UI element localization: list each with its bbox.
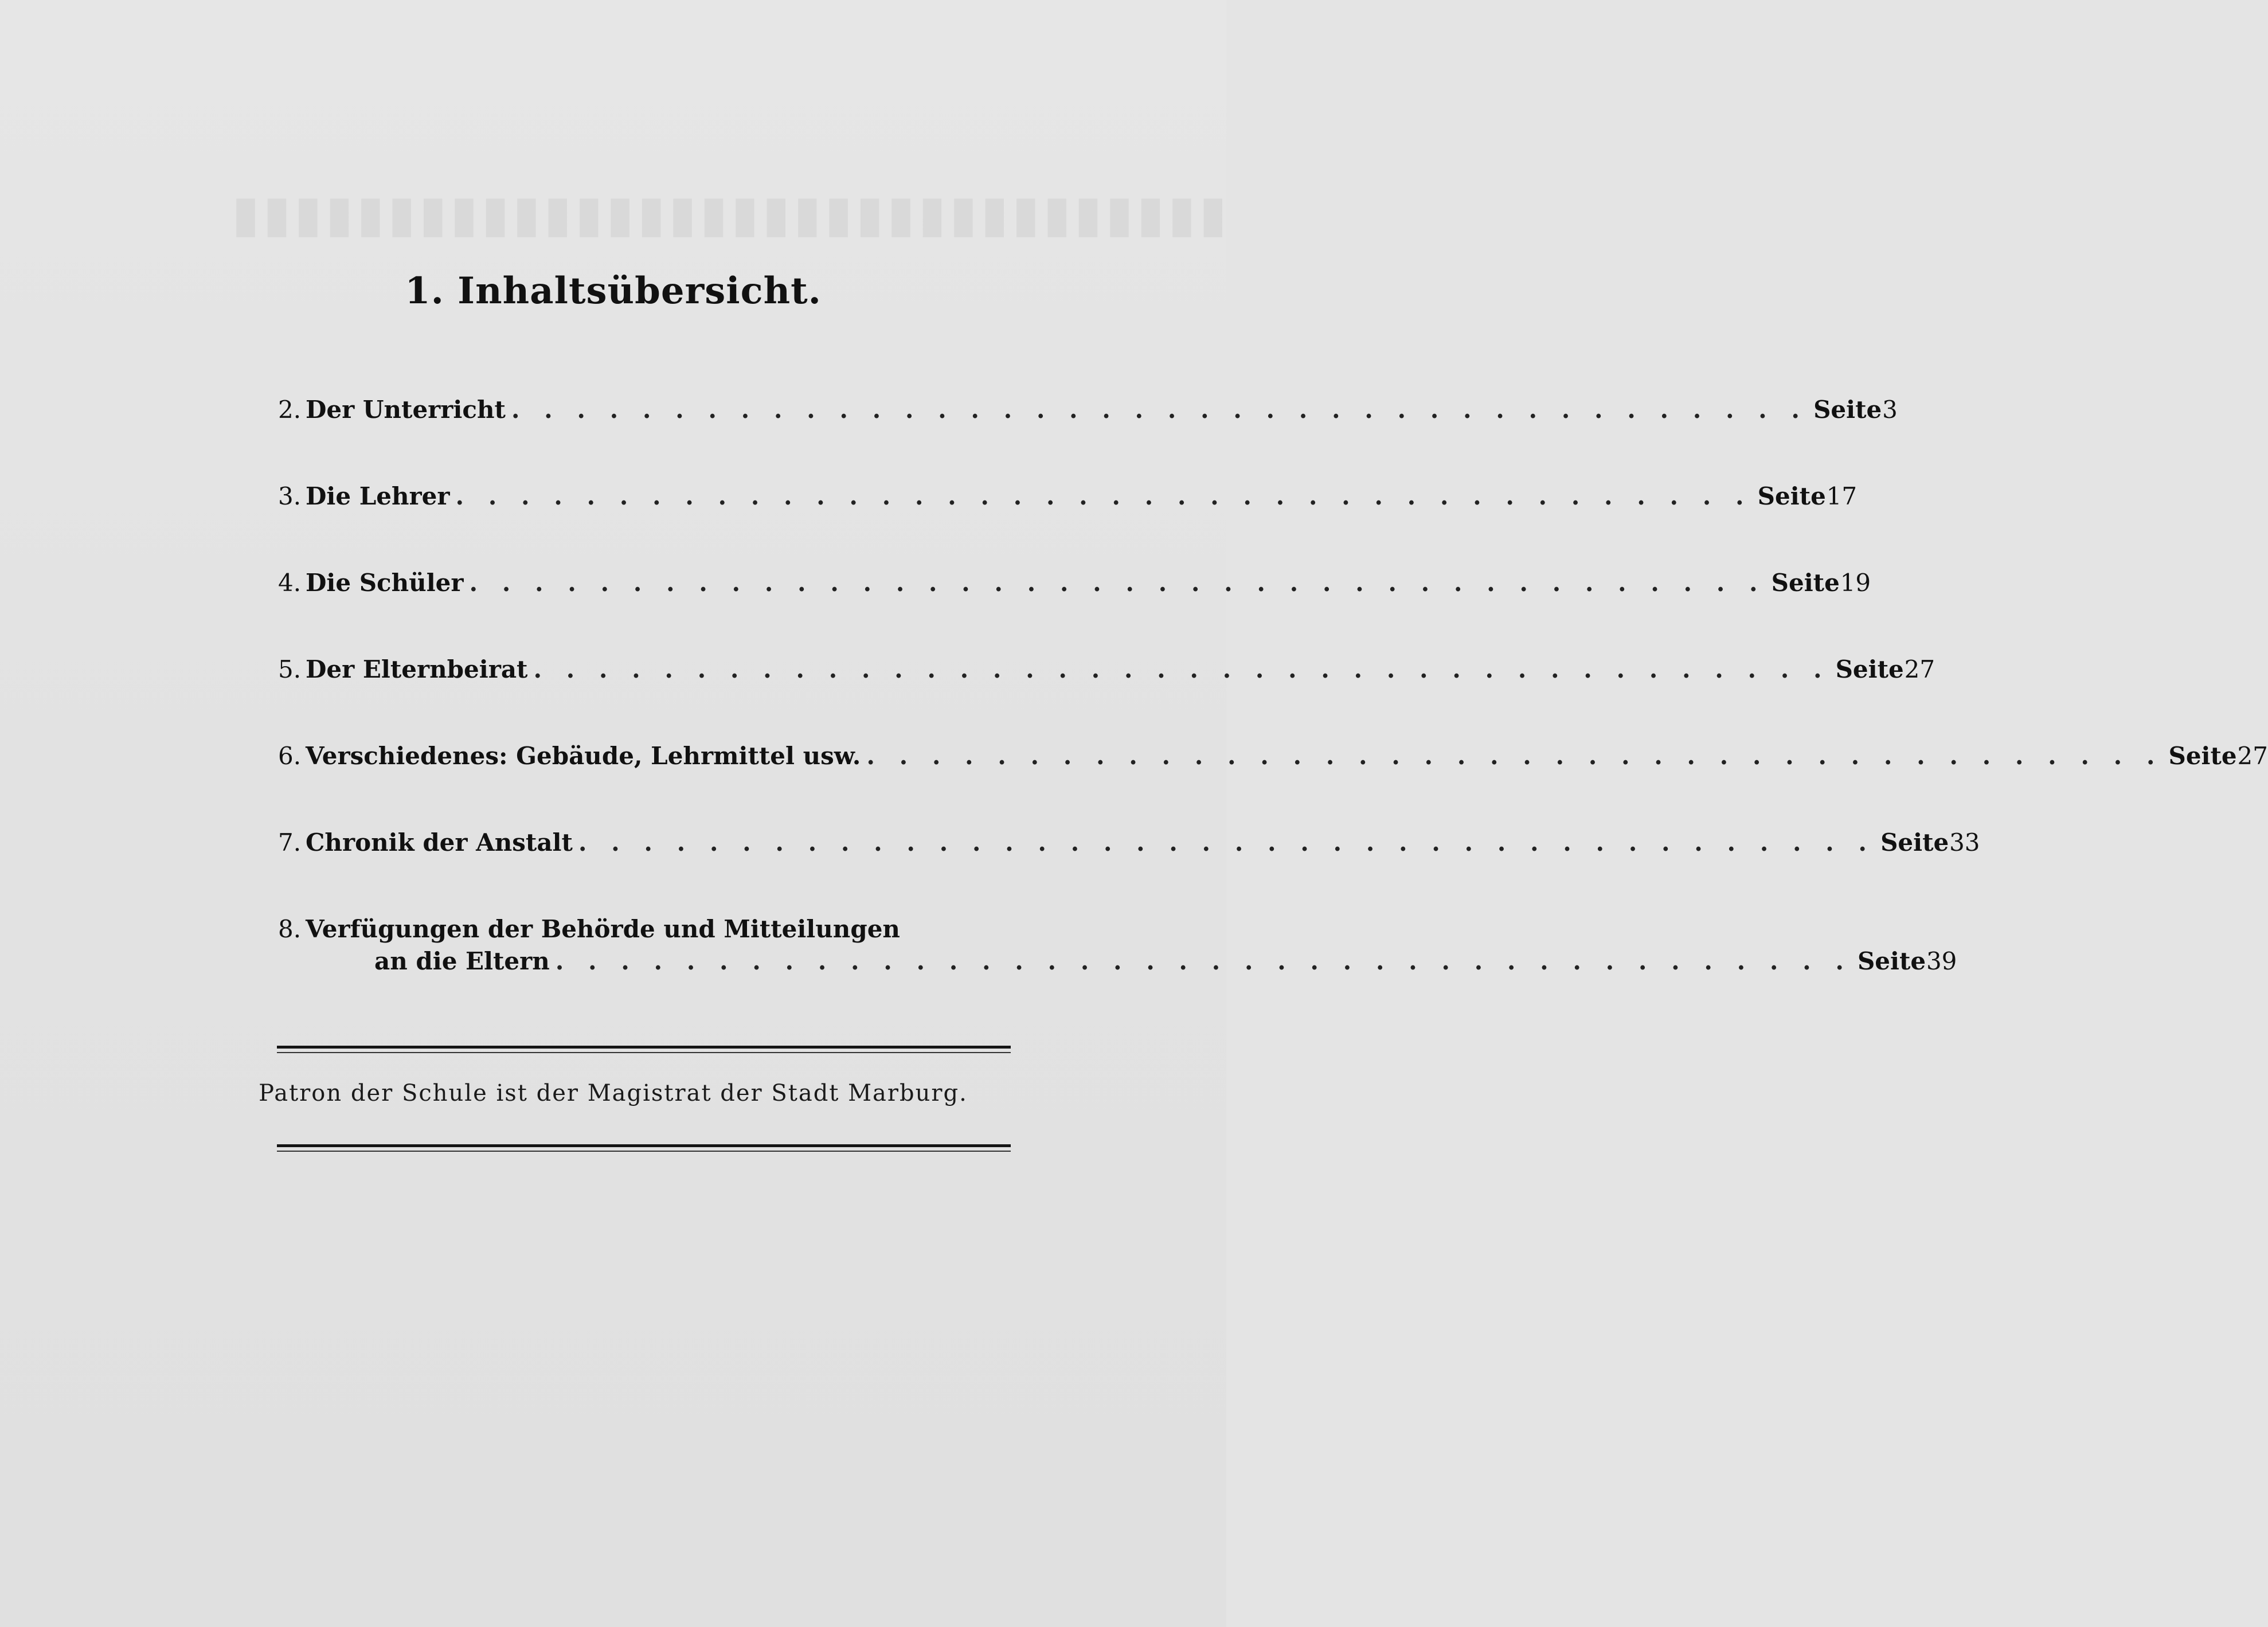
toc-entry <box>278 742 2268 828</box>
toc-number: 4. <box>278 569 302 597</box>
toc-number: 6. <box>278 742 302 770</box>
toc-page-number: 3 <box>1882 396 1898 424</box>
toc-entry <box>278 569 1871 655</box>
toc-label: Verschiedenes: Gebäude, Lehrmittel usw. <box>306 742 861 770</box>
toc-entry <box>278 915 1957 984</box>
leader-dots: . . . . . . . . . . . . . . . . . . . . . . . . . . . . . . . . . . . . . . . . <box>533 655 1830 683</box>
toc-page-number: 39 <box>1926 947 1957 975</box>
toc-label: Der Elternbeirat <box>306 655 528 683</box>
divider-bottom <box>277 1144 1011 1152</box>
toc-label: Verfügungen der Behörde und Mitteilungen <box>306 915 900 943</box>
divider-top <box>277 1046 1011 1053</box>
toc-number: 8. <box>278 915 302 943</box>
toc-number: 2. <box>278 396 302 424</box>
toc-number: 7. <box>278 828 302 856</box>
table-of-contents <box>278 396 2268 984</box>
toc-entry <box>278 482 1858 569</box>
toc-page-number: 19 <box>1840 569 1871 597</box>
toc-label: Die Lehrer <box>306 482 450 510</box>
toc-seite: Seite <box>1813 396 1882 424</box>
toc-seite: Seite <box>1857 947 1926 975</box>
page-title: 1. Inhaltsübersicht. <box>405 269 822 312</box>
toc-label: Der Unterricht <box>306 396 506 424</box>
toc-page-number: 17 <box>1826 482 1858 510</box>
toc-entry <box>278 396 1898 482</box>
toc-label: Chronik der Anstalt <box>306 828 573 856</box>
toc-entry <box>278 655 1935 742</box>
leader-dots: . . . . . . . . . . . . . . . . . . . . . . . . . . . . . . . . . . . . . . . . <box>511 396 1808 424</box>
leader-dots: . . . . . . . . . . . . . . . . . . . . . . . . . . . . . . . . . . . . . . . . <box>866 742 2163 770</box>
toc-page-number: 27 <box>1904 655 1935 683</box>
toc-seite: Seite <box>1771 569 1840 597</box>
leader-dots: . . . . . . . . . . . . . . . . . . . . . . . . . . . . . . . . . . . . . . . . <box>469 569 1766 597</box>
toc-entry <box>278 828 1980 915</box>
patron-note: Patron der Schule ist der Magistrat der Stadt Marburg. <box>259 1080 968 1106</box>
toc-page-number: 33 <box>1949 828 1980 856</box>
toc-label: Die Schüler <box>306 569 464 597</box>
toc-seite: Seite <box>1835 655 1904 683</box>
toc-number: 5. <box>278 655 302 683</box>
toc-page-number: 27 <box>2237 742 2268 770</box>
toc-seite: Seite <box>1757 482 1826 510</box>
leader-dots: . . . . . . . . . . . . . . . . . . . . . . . . . . . . . . . . . . . . . . . . <box>555 947 1852 975</box>
toc-label-continued: an die Eltern <box>374 947 550 975</box>
toc-seite: Seite <box>2168 742 2237 770</box>
leader-dots: . . . . . . . . . . . . . . . . . . . . . . . . . . . . . . . . . . . . . . . . <box>578 828 1875 856</box>
toc-seite: Seite <box>1880 828 1949 856</box>
leader-dots: . . . . . . . . . . . . . . . . . . . . . . . . . . . . . . . . . . . . . . . . <box>455 482 1752 510</box>
toc-number: 3. <box>278 482 302 510</box>
bleed-through-shadow: ▮▮▮▮▮▮▮▮▮▮▮▮▮▮▮▮▮▮▮▮▮▮▮▮▮▮▮▮▮▮▮▮ <box>228 183 1227 243</box>
